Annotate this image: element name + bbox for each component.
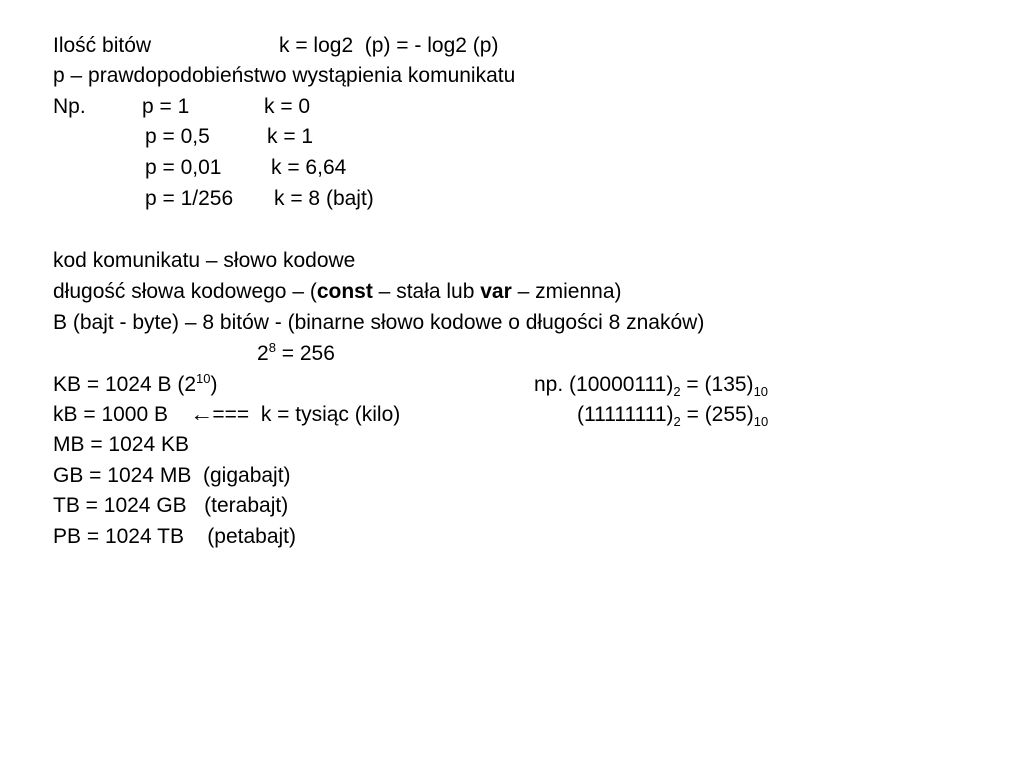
decimal-value-2: (255) bbox=[704, 403, 754, 426]
power-exponent: 8 bbox=[268, 340, 276, 355]
binary-eq-1: = bbox=[680, 373, 705, 396]
const-keyword: const bbox=[316, 280, 373, 303]
example-p-3: p = 0,01 bbox=[145, 156, 222, 179]
p-definition: p – prawdopodobieństwo wystąpienia komunikatu bbox=[53, 64, 516, 87]
kb-decimal-note: k = tysiąc (kilo) bbox=[260, 403, 401, 426]
power-result: = 256 bbox=[275, 342, 335, 365]
binary-example-2 bbox=[577, 400, 768, 430]
info-formula: k = log2 (p) = - log2 (p) bbox=[279, 34, 499, 57]
code-length-line bbox=[53, 277, 622, 307]
example-p-2: p = 0,5 bbox=[145, 125, 210, 148]
tb-unit: TB = 1024 GB (terabajt) bbox=[53, 494, 289, 517]
binary-example-1 bbox=[534, 370, 768, 400]
example-p-4: p = 1/256 bbox=[145, 187, 234, 210]
kb-decimal-eq: === bbox=[212, 403, 250, 426]
decimal-value-1: (135) bbox=[704, 373, 754, 396]
code-length-before: długość słowa kodowego – ( bbox=[53, 280, 317, 303]
arrow-left-icon: ← bbox=[190, 403, 214, 426]
binary-base-2: 2 bbox=[673, 414, 681, 429]
examples-prefix: Np. bbox=[53, 95, 86, 118]
kb-binary bbox=[53, 370, 217, 400]
example-p-1: p = 1 bbox=[142, 95, 190, 118]
kb-decimal-text: kB = 1000 B bbox=[53, 403, 168, 426]
binary-value-2: (11111111) bbox=[577, 403, 674, 426]
code-definition: kod komunikatu – słowo kodowe bbox=[53, 249, 356, 272]
decimal-base-1: 10 bbox=[753, 384, 769, 399]
kb-binary-text: KB = 1024 B (2 bbox=[53, 373, 197, 396]
example-k-3: k = 6,64 bbox=[271, 156, 347, 179]
byte-definition: B (bajt - byte) – 8 bitów - (binarne słowo kodowe o długości 8 znaków) bbox=[53, 311, 705, 334]
kb-decimal bbox=[53, 400, 400, 430]
decimal-base-2: 10 bbox=[753, 414, 769, 429]
kb-binary-close: ) bbox=[210, 373, 218, 396]
binary-eq-2: = bbox=[680, 403, 705, 426]
info-label: Ilość bitów bbox=[53, 34, 152, 57]
binary-base-1: 2 bbox=[673, 384, 681, 399]
gb-unit: GB = 1024 MB (gigabajt) bbox=[53, 464, 291, 487]
example-k-4: k = 8 (bajt) bbox=[274, 187, 374, 210]
pb-unit: PB = 1024 TB (petabajt) bbox=[53, 525, 297, 548]
var-keyword: var bbox=[480, 280, 512, 303]
power-of-two bbox=[257, 339, 335, 369]
example-k-2: k = 1 bbox=[267, 125, 314, 148]
mb-unit: MB = 1024 KB bbox=[53, 433, 189, 456]
binary-value-1: (10000111) bbox=[569, 373, 674, 396]
example-k-1: k = 0 bbox=[264, 95, 311, 118]
code-length-after: – zmienna) bbox=[511, 280, 622, 303]
power-base: 2 bbox=[257, 342, 269, 365]
code-length-middle: – stała lub bbox=[372, 280, 481, 303]
binary-examples-prefix: np. bbox=[534, 373, 564, 396]
kb-binary-exponent: 10 bbox=[196, 371, 211, 386]
